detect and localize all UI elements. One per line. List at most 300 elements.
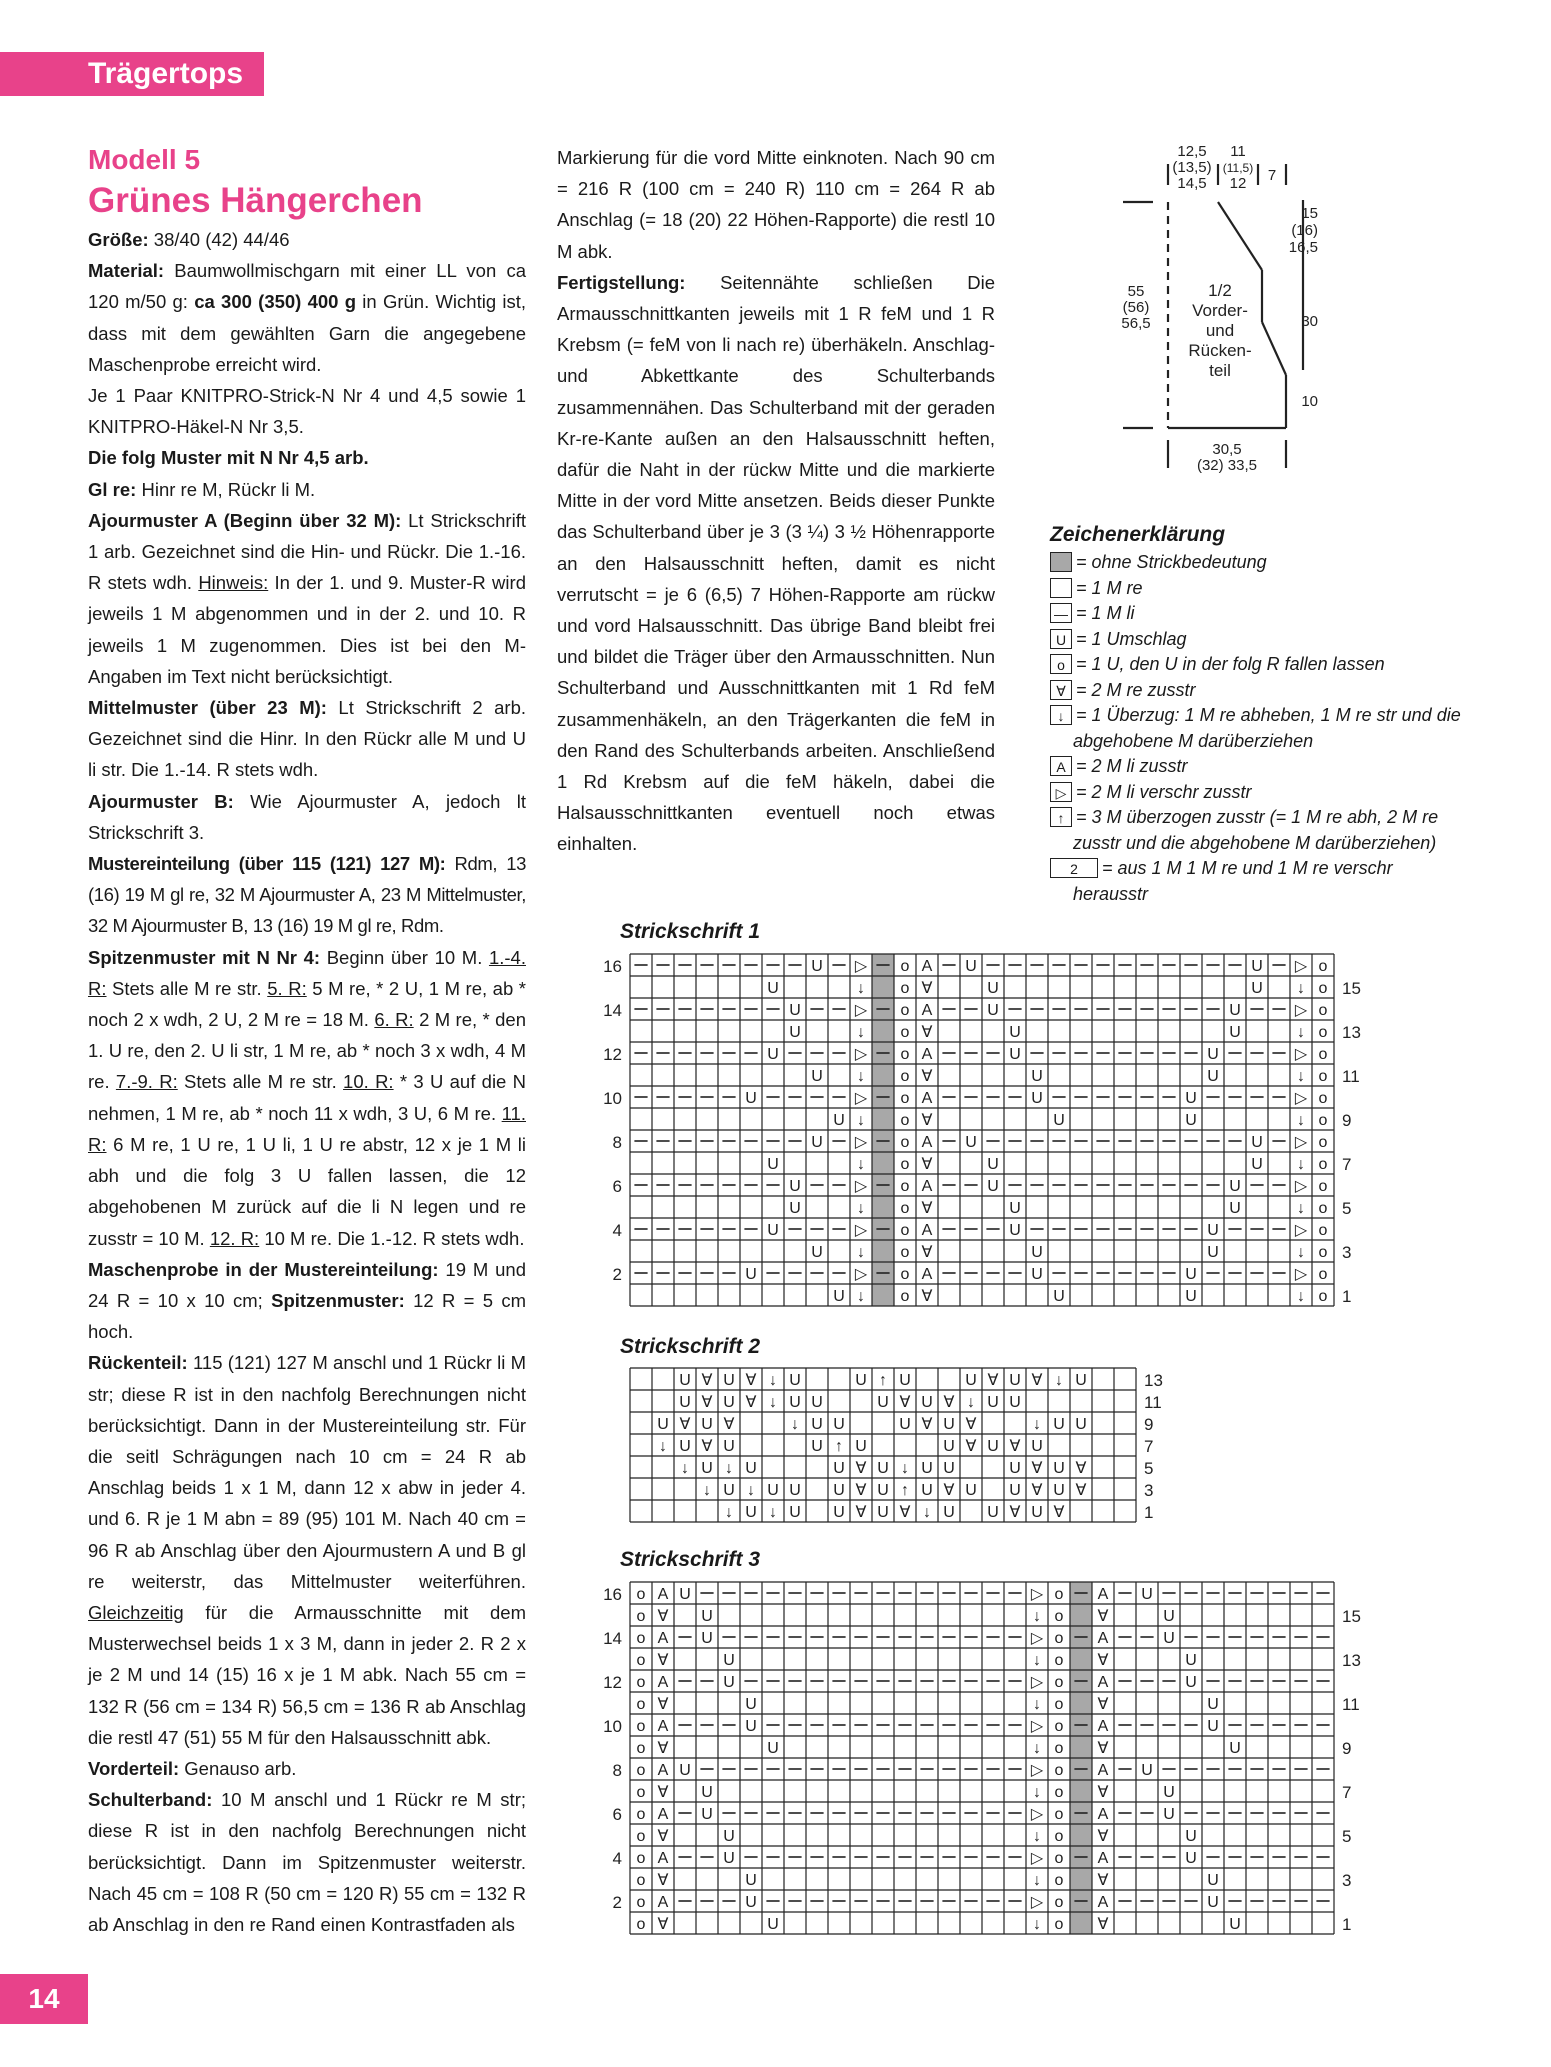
paragraph-ajourA — [88, 505, 526, 692]
stitch-symbol: o — [1054, 1784, 1064, 1801]
row-label: 3 — [1342, 1243, 1352, 1262]
row-label: 2 — [612, 1893, 622, 1912]
legend-text: = aus 1 M 1 M re und 1 M re verschr — [1102, 858, 1393, 878]
paragraph-ajourB — [88, 786, 526, 848]
stitch-symbol: U — [987, 980, 999, 997]
legend-text: = 1 Umschlag — [1076, 628, 1187, 649]
legend-symbol: ↑ — [1050, 807, 1072, 827]
stitch-symbol: A — [921, 1178, 933, 1195]
stitch-symbol: U — [1207, 1222, 1219, 1239]
text-underline: 1.-4. R: — [88, 946, 526, 999]
stitch-symbol: U — [855, 1438, 867, 1455]
label: Spitzenmuster: — [271, 1289, 405, 1311]
chart-grid — [630, 954, 1334, 1306]
stitch-symbol: U — [1075, 1372, 1087, 1389]
knitting-chart-1 — [590, 954, 1450, 1314]
stitch-symbol: ∀ — [1097, 1872, 1109, 1889]
legend-text-cont: abgehobene M darüberziehen — [1073, 730, 1314, 751]
row-label: 1 — [1342, 1915, 1352, 1934]
stitch-symbol: ∀ — [1097, 1652, 1109, 1669]
text: in Grün. Wichtig ist, dass mit dem gewählten Garn die angegebene Maschenprobe erreicht wird. — [88, 291, 527, 375]
stitch-symbol: A — [1097, 1762, 1109, 1779]
stitch-symbol: U — [745, 1090, 757, 1107]
stitch-symbol: ↓ — [1033, 1784, 1041, 1801]
stitch-symbol: U — [1207, 1046, 1219, 1063]
stitch-symbol: ∀ — [921, 1024, 933, 1041]
stitch-symbol: ∀ — [855, 1482, 867, 1499]
stitch-symbol: o — [636, 1806, 646, 1823]
stitch-symbol: U — [1009, 1460, 1021, 1477]
stitch-symbol: U — [1229, 1024, 1241, 1041]
stitch-symbol: o — [1318, 1068, 1328, 1085]
row-label: 4 — [612, 1221, 622, 1240]
chart-grid — [630, 1582, 1334, 1934]
stitch-symbol: ↓ — [1033, 1740, 1041, 1757]
stitch-symbol: A — [1097, 1894, 1109, 1911]
stitch-symbol: U — [1163, 1630, 1175, 1647]
paragraph-mittel — [88, 692, 526, 786]
row-labels — [1144, 1371, 1163, 1522]
stitch-symbol: U — [789, 1178, 801, 1195]
stitch-symbol: U — [723, 1828, 735, 1845]
text: Seitennähte schließen Die Armausschnittkanten jeweils mit 1 R feM und 1 R Krebsm (= feM von li nach re) überhäkeln. Anschlag- und Abkettkante des Schulterbands zusammennähen. Das Schulterband mit der geraden Kr-re-Kante außen an den Halsausschnitt heften, dafür die Naht in der rückw Mitte und die markierte Mitte in der vord Mitte ansetzen. Beids dieser Punkte das Schulterband über je 3 (3 ¼) 3 ½ Höhenrapporte an den Halsausschnitt heften, damit es nicht verrutscht = je 6 (6,5) 7 Höhen-Rapporte am rückw und vord Halsausschnitt. Das übrige Band bleibt frei und bildet die Träger über den Armausschnitten. Nun Schulterband und Ausschnittkanten mit 1 Rd feM zusammenhäkeln, an den Trägerkanten die feM in den Rand des Schulterbands arbeiten. Anschließend 1 Rd Krebsm auf die feM häkeln, dabei die Halsausschnittkanten eventuell noch etwas einhalten. — [557, 271, 995, 855]
stitch-symbol: ↓ — [1033, 1608, 1041, 1625]
stitch-symbol: U — [1163, 1806, 1175, 1823]
stitch-symbol: o — [900, 980, 910, 997]
stitch-symbol: A — [1097, 1586, 1109, 1603]
paragraph-material — [88, 255, 526, 380]
row-label: 7 — [1342, 1783, 1352, 1802]
stitch-symbol: U — [833, 1416, 845, 1433]
stitch-symbol: U — [789, 1504, 801, 1521]
stitch-symbol: ∀ — [921, 1200, 933, 1217]
stitch-symbol: A — [921, 1046, 933, 1063]
stitch-symbol: ↓ — [857, 1024, 865, 1041]
legend — [1050, 520, 1520, 907]
stitch-symbol: U — [723, 1482, 735, 1499]
knitting-chart-3 — [590, 1582, 1450, 1942]
stitch-symbol: U — [723, 1438, 735, 1455]
stitch-symbol: o — [1318, 1134, 1328, 1151]
stitch-symbol: o — [1054, 1850, 1064, 1867]
paragraph-schulter — [88, 1784, 526, 1940]
row-label: 8 — [612, 1761, 622, 1780]
stitch-symbol: A — [657, 1850, 669, 1867]
stitch-symbol: o — [636, 1850, 646, 1867]
legend-item — [1050, 805, 1520, 831]
text: Rdm, 13 (16) 19 M gl re, 32 M Ajourmuster A, 23 M Mittelmuster, 32 M Ajourmuster B, 13 (16) 19 M gl re, Rdm. — [88, 853, 527, 937]
stitch-symbol: ↓ — [1033, 1916, 1041, 1933]
dim-label: 11 — [1230, 143, 1246, 160]
stitch-symbol: ↓ — [1297, 1112, 1305, 1129]
stitch-symbol: ↓ — [901, 1460, 909, 1477]
column-left — [88, 142, 526, 1940]
stitch-symbol: U — [767, 1482, 779, 1499]
stitch-symbol: o — [900, 1244, 910, 1261]
legend-text: = 1 Überzug: 1 M re abheben, 1 M re str und die — [1076, 705, 1461, 725]
stitch-symbol: ▷ — [1294, 1046, 1308, 1063]
stitch-symbol: U — [1207, 1872, 1219, 1889]
stitch-symbol: U — [943, 1438, 955, 1455]
stitch-symbol: U — [767, 1916, 779, 1933]
row-label: 10 — [603, 1717, 622, 1736]
legend-text-cont: herausstr — [1073, 883, 1149, 904]
row-label: 7 — [1342, 1155, 1352, 1174]
stitch-symbol: ▷ — [854, 1134, 868, 1151]
stitch-symbol: U — [1251, 1134, 1263, 1151]
legend-symbol: ▷ — [1050, 782, 1072, 802]
stitch-symbol: ↓ — [1297, 1024, 1305, 1041]
stitch-symbol: o — [1318, 980, 1328, 997]
stitch-symbol: U — [877, 1394, 889, 1411]
stitch-symbol: U — [833, 1460, 845, 1477]
stitch-symbol: U — [1185, 1112, 1197, 1129]
stitch-symbol: ∀ — [1097, 1784, 1109, 1801]
stitch-symbol: ∀ — [1097, 1828, 1109, 1845]
stitch-symbol: ∀ — [965, 1416, 977, 1433]
chart-title-1: Strickschrift 1 — [620, 920, 761, 943]
dim-label: (32) 33,5 — [1196, 457, 1258, 474]
stitch-symbol: ∀ — [1097, 1608, 1109, 1625]
stitch-symbol: o — [636, 1674, 646, 1691]
schematic-diagram — [1108, 140, 1318, 480]
stitch-symbol: A — [1097, 1718, 1109, 1735]
legend-item — [1050, 780, 1520, 806]
stitch-symbol: ▷ — [854, 1178, 868, 1195]
stitch-symbol: ↓ — [703, 1482, 711, 1499]
text: 10 M anschl und 1 Rückr re M str; diese R ist in den nachfolg Berechnungen nicht berücksichtigt. Dann im Spitzenmuster weiterstr. Nach 45 cm = 108 R (50 cm = 120 R) 55 cm = 132 R ab Anschlag in den re Rand einen Kontrastfaden als — [88, 1789, 526, 1935]
stitch-symbol: ∀ — [657, 1828, 669, 1845]
text-bold: ca 300 (350) 400 g — [194, 291, 357, 313]
stitch-symbol: ↓ — [857, 1200, 865, 1217]
paragraph-groesse — [88, 224, 526, 255]
row-label: 2 — [612, 1265, 622, 1284]
row-label: 14 — [603, 1001, 622, 1020]
stitch-symbol: U — [1009, 1222, 1021, 1239]
stitch-symbol: ↓ — [857, 1288, 865, 1305]
section-tab — [0, 52, 264, 96]
stitch-symbol: U — [1229, 1002, 1241, 1019]
legend-item — [1050, 576, 1520, 602]
stitch-symbol: U — [1207, 1894, 1219, 1911]
stitch-symbol: ∀ — [1009, 1504, 1021, 1521]
stitch-symbol: o — [1318, 1178, 1328, 1195]
stitch-symbol: A — [657, 1718, 669, 1735]
row-label: 11 — [1342, 1067, 1360, 1086]
stitch-symbol: o — [636, 1784, 646, 1801]
stitch-symbol: o — [636, 1828, 646, 1845]
stitch-symbol: U — [1053, 1482, 1065, 1499]
stitch-symbol: ↓ — [857, 1156, 865, 1173]
stitch-symbol: U — [987, 1438, 999, 1455]
stitch-symbol: U — [1185, 1674, 1197, 1691]
row-label: 11 — [1342, 1695, 1360, 1714]
center-label: Rücken- — [1188, 341, 1252, 360]
dim-label: (16) — [1291, 222, 1318, 239]
stitch-symbol: U — [1009, 1372, 1021, 1389]
stitch-symbol: o — [636, 1916, 646, 1933]
stitch-symbol: U — [679, 1762, 691, 1779]
stitch-symbol: ∀ — [1031, 1372, 1043, 1389]
stitch-symbol: ↓ — [1297, 1156, 1305, 1173]
stitch-symbol: o — [1054, 1696, 1064, 1713]
stitch-symbol: o — [1318, 1046, 1328, 1063]
text: Stets alle M re str. — [177, 1071, 344, 1093]
stitch-symbol: U — [1031, 1266, 1043, 1283]
stitch-symbol: ∀ — [899, 1394, 911, 1411]
stitch-symbol: U — [811, 1134, 823, 1151]
stitch-symbol: ▷ — [1030, 1806, 1044, 1823]
stitch-symbol: A — [657, 1894, 669, 1911]
stitch-symbol: ↓ — [791, 1416, 799, 1433]
dim-label: (56) — [1122, 299, 1150, 316]
dim-label: 15 — [1301, 205, 1318, 222]
stitch-symbol: ↓ — [1297, 1068, 1305, 1085]
stitch-symbol: U — [701, 1608, 713, 1625]
stitch-symbol: U — [1251, 1156, 1263, 1173]
text: Baumwollmischgarn mit einer LL von ca 120 m/50 g: — [88, 260, 526, 313]
stitch-symbol: o — [1054, 1828, 1064, 1845]
stitch-symbol: o — [1318, 958, 1328, 975]
dim-label: (11,5) — [1222, 161, 1254, 175]
stitch-symbol: U — [679, 1394, 691, 1411]
text: für die Armausschnitte mit dem Musterwechsel beids 1 x 3 M, dann in jeder 2. R 2 x je 2 M und 14 (15) 16 x je 1 M abk. Nach 55 cm = 132 R (56 cm = 134 R) 56,5 cm = 136 R ab Anschlag die restl 47 (51) 55 M für den Halsausschnitt abk. — [88, 1601, 526, 1748]
stitch-symbol: ↓ — [1297, 980, 1305, 997]
stitch-symbol: ↑ — [901, 1482, 909, 1499]
stitch-symbol: ∀ — [745, 1372, 757, 1389]
stitch-symbol: U — [943, 1416, 955, 1433]
stitch-symbol: U — [789, 1372, 801, 1389]
stitch-symbol: U — [899, 1372, 911, 1389]
dim-label: 7 — [1267, 167, 1277, 184]
stitch-symbol: U — [877, 1482, 889, 1499]
stitch-symbol: o — [636, 1872, 646, 1889]
label: Rückenteil: — [88, 1352, 188, 1374]
stitch-symbol: ∀ — [943, 1394, 955, 1411]
center-label: und — [1205, 321, 1235, 340]
stitch-symbol: ∀ — [701, 1394, 713, 1411]
page-number: 14 — [0, 1974, 88, 2024]
legend-item — [1050, 678, 1520, 704]
legend-symbol — [1050, 578, 1072, 598]
row-label: 13 — [1342, 1023, 1361, 1042]
stitch-symbol: U — [1031, 1090, 1043, 1107]
stitch-symbol: U — [789, 1200, 801, 1217]
label: Fertigstellung: — [557, 271, 686, 293]
model-label: Modell 5 — [88, 144, 201, 175]
stitch-symbol: A — [921, 958, 933, 975]
stitch-symbol: A — [657, 1630, 669, 1647]
stitch-symbol: ▷ — [1294, 1002, 1308, 1019]
stitch-symbol: A — [657, 1762, 669, 1779]
stitch-symbol: ↓ — [857, 1244, 865, 1261]
stitch-symbol: U — [1141, 1762, 1153, 1779]
legend-symbol: A — [1050, 756, 1072, 776]
label: Gl re: — [88, 478, 137, 500]
text: 2 M re, * den 1. U re, den 2. U li str, 1 M re, ab * noch 3 x wdh, 4 M re. — [88, 1009, 526, 1093]
text: 38/40 (42) 44/46 — [148, 229, 290, 250]
legend-items — [1050, 550, 1520, 907]
stitch-symbol: ∀ — [855, 1460, 867, 1477]
dim-label: 14,5 — [1177, 175, 1207, 192]
stitch-symbol: U — [1009, 1394, 1021, 1411]
stitch-symbol: U — [657, 1416, 669, 1433]
stitch-symbol: o — [1318, 1244, 1328, 1261]
stitch-symbol: A — [1097, 1806, 1109, 1823]
legend-text: = 3 M überzogen zusstr (= 1 M re abh, 2 M re — [1076, 807, 1439, 827]
row-label: 7 — [1144, 1437, 1154, 1456]
stitch-symbol: ▷ — [1294, 958, 1308, 975]
paragraph-spitzen — [88, 942, 526, 1254]
stitch-symbol: ∀ — [657, 1916, 669, 1933]
stitch-symbol: U — [965, 1134, 977, 1151]
stitch-symbol: o — [1318, 1002, 1328, 1019]
stitch-symbol: ∀ — [657, 1652, 669, 1669]
stitch-symbol: U — [767, 980, 779, 997]
center-label: 1/2 — [1208, 281, 1232, 300]
stitch-symbol: ↓ — [1055, 1372, 1063, 1389]
stitch-symbol: ▷ — [854, 1046, 868, 1063]
stitch-symbol: U — [701, 1806, 713, 1823]
stitch-symbol: U — [701, 1460, 713, 1477]
stitch-symbol: o — [1318, 1222, 1328, 1239]
text: 19 M und 24 R = 10 x 10 cm; — [88, 1258, 526, 1311]
stitch-symbol: U — [877, 1460, 889, 1477]
row-label: 9 — [1144, 1415, 1154, 1434]
stitch-symbol: U — [1031, 1504, 1043, 1521]
paragraph-fertig — [557, 267, 995, 860]
dim-label: 55 — [1127, 283, 1145, 300]
stitch-symbol: U — [1185, 1850, 1197, 1867]
row-label: 10 — [603, 1089, 622, 1108]
stitch-symbol: A — [921, 1266, 933, 1283]
stitch-symbol: U — [811, 958, 823, 975]
stitch-symbol: ∀ — [657, 1740, 669, 1757]
label: Maschenprobe in der Mustereinteilung: — [88, 1258, 439, 1280]
stitch-symbol: o — [900, 1156, 910, 1173]
stitch-symbol: U — [811, 1394, 823, 1411]
stitch-symbol: U — [745, 1696, 757, 1713]
section-title: Trägertops — [88, 57, 244, 90]
stitch-symbol: ↓ — [1033, 1828, 1041, 1845]
label: Vorderteil: — [88, 1757, 180, 1779]
stitch-symbol: ▷ — [1294, 1178, 1308, 1195]
stitch-symbol: U — [1163, 1784, 1175, 1801]
stitch-symbol: o — [1318, 1090, 1328, 1107]
row-label: 5 — [1342, 1199, 1352, 1218]
stitch-symbol: U — [1031, 1438, 1043, 1455]
row-label: 12 — [603, 1673, 622, 1692]
stitch-symbol: ↓ — [967, 1394, 975, 1411]
stitch-symbol: U — [789, 1024, 801, 1041]
stitch-symbol: U — [745, 1872, 757, 1889]
stitch-symbol: A — [657, 1674, 669, 1691]
text-underline: 5. R: — [267, 977, 307, 999]
stitch-symbol: o — [900, 1134, 910, 1151]
stitch-symbol: ▷ — [1294, 1090, 1308, 1107]
stitch-symbol: U — [987, 1002, 999, 1019]
stitch-symbol: U — [767, 1222, 779, 1239]
stitch-symbol: ∀ — [921, 1288, 933, 1305]
dim-label: 12 — [1229, 175, 1247, 192]
stitch-symbol: U — [1251, 980, 1263, 997]
stitch-symbol: ▷ — [1030, 1630, 1044, 1647]
stitch-symbol: ▷ — [854, 1266, 868, 1283]
stitch-symbol: o — [1054, 1762, 1064, 1779]
stitch-symbol: ↓ — [923, 1504, 931, 1521]
stitch-symbol: U — [965, 1482, 977, 1499]
stitch-symbol: ∀ — [855, 1504, 867, 1521]
stitch-symbol: o — [900, 1046, 910, 1063]
stitch-symbol: U — [789, 1002, 801, 1019]
legend-item — [1050, 601, 1520, 627]
label: Schulterband: — [88, 1789, 213, 1811]
legend-symbol: — — [1050, 603, 1072, 623]
stitch-symbol: U — [1185, 1652, 1197, 1669]
stitch-symbol: ∀ — [701, 1372, 713, 1389]
text-underline: 6. R: — [374, 1009, 414, 1031]
stitch-symbol: U — [1053, 1112, 1065, 1129]
stitch-symbol: ▷ — [1030, 1674, 1044, 1691]
stitch-symbol: U — [921, 1460, 933, 1477]
stitch-symbol: o — [1318, 1112, 1328, 1129]
stitch-symbol: U — [745, 1266, 757, 1283]
text: 5 M re, * 2 U, 1 M re, ab * noch 2 x wdh, 2 U, 2 M re = 18 M. — [88, 977, 527, 1031]
stitch-symbol: o — [1318, 1156, 1328, 1173]
text: 10 M re. Die 1.-12. R stets wdh. — [259, 1227, 525, 1249]
stitch-symbol: o — [1054, 1652, 1064, 1669]
dim-label: 56,5 — [1121, 315, 1151, 332]
stitch-symbol: U — [877, 1504, 889, 1521]
stitch-symbol: U — [789, 1394, 801, 1411]
text: * 3 U auf die N nehmen, 1 M re, ab * noch 11 x wdh, 3 U, 6 M re. — [88, 1071, 527, 1124]
stitch-symbol: U — [723, 1652, 735, 1669]
label: Mustereinteilung (über 115 (121) 127 M): — [88, 853, 446, 875]
row-label: 9 — [1342, 1111, 1352, 1130]
stitch-symbol: ∀ — [657, 1696, 669, 1713]
stitch-symbol: o — [1054, 1674, 1064, 1691]
text: Lt Strickschrift 1 arb. Gezeichnet sind die Hin- und Rückr. Die 1.-16. R stets wdh. — [88, 509, 526, 594]
stitch-symbol: o — [1318, 1266, 1328, 1283]
stitch-symbol: ∀ — [1075, 1460, 1087, 1477]
stitch-symbol: ∀ — [987, 1372, 999, 1389]
row-label: 11 — [1144, 1393, 1162, 1412]
stitch-symbol: ↑ — [879, 1372, 887, 1389]
stitch-symbol: U — [789, 1482, 801, 1499]
stitch-symbol: ∀ — [921, 1244, 933, 1261]
stitch-symbol: ▷ — [1294, 1266, 1308, 1283]
stitch-symbol: U — [1163, 1608, 1175, 1625]
stitch-symbol: U — [723, 1674, 735, 1691]
text: In der 1. und 9. Muster-R wird jeweils 1 M abgenommen und in der 2. und 10. R jeweils 1 M zugenommen. Dies ist bei den M-Angaben im Text nicht berücksichtigt. — [88, 572, 526, 687]
text: Wie Ajourmuster A, jedoch lt Strickschrift 3. — [88, 790, 526, 843]
legend-text: = 1 M re — [1076, 577, 1143, 598]
stitch-symbol: U — [1053, 1288, 1065, 1305]
stitch-symbol: U — [701, 1630, 713, 1647]
stitch-symbol: ↓ — [1033, 1872, 1041, 1889]
stitch-symbol: ↓ — [725, 1504, 733, 1521]
stitch-symbol: ▷ — [1030, 1762, 1044, 1779]
row-label: 13 — [1342, 1651, 1361, 1670]
stitch-symbol: ▷ — [854, 958, 868, 975]
stitch-symbol: U — [723, 1850, 735, 1867]
legend-item — [1050, 754, 1520, 780]
stitch-symbol: U — [921, 1482, 933, 1499]
legend-item — [1050, 856, 1520, 882]
chart-grid — [630, 1368, 1136, 1522]
row-label: 1 — [1342, 1287, 1352, 1306]
stitch-symbol: ↓ — [857, 980, 865, 997]
